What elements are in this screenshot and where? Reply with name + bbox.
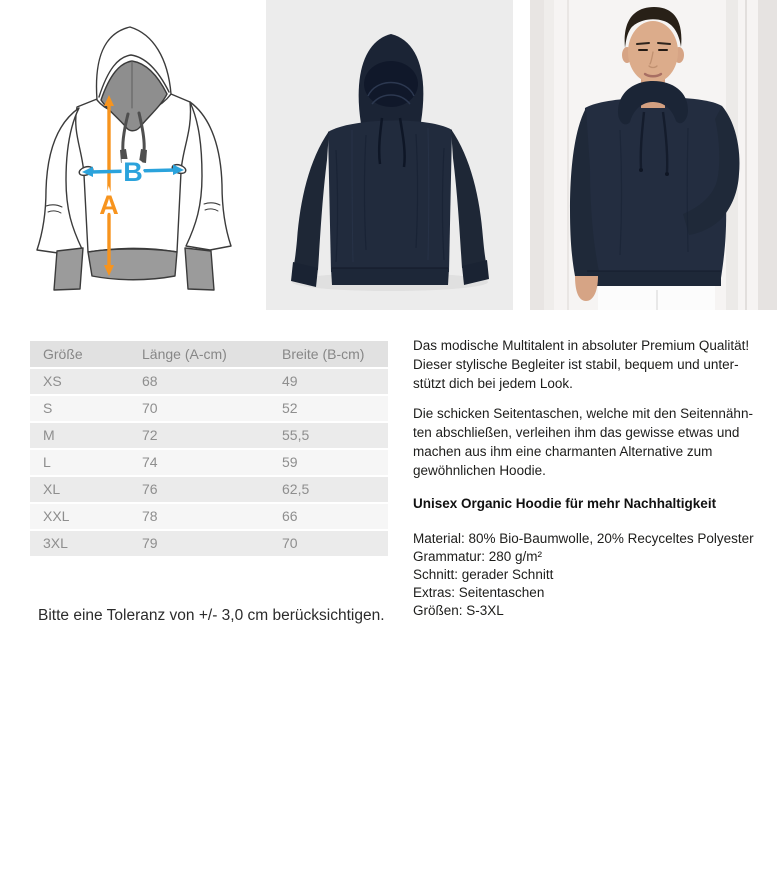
cell-size: XXL xyxy=(43,508,70,524)
text-line: gewöhnlichen Hoodie. xyxy=(413,463,546,478)
spec-list xyxy=(413,530,763,620)
size-diagram-image xyxy=(0,0,250,310)
navy-hoodie-flat-illustration xyxy=(266,0,513,310)
cell-width: 49 xyxy=(282,373,298,389)
table-row-xs xyxy=(30,369,388,394)
cell-size: L xyxy=(43,454,51,470)
cell-size: S xyxy=(43,400,53,416)
cell-length: 72 xyxy=(142,427,158,443)
hoodie-line-drawing xyxy=(0,0,250,310)
description-paragraph-2 xyxy=(413,404,763,480)
spec-grammatur: Grammatur: 280 g/m² xyxy=(413,549,543,564)
cell-length: 74 xyxy=(142,454,158,470)
col-header-size: Größe xyxy=(43,346,83,362)
spec-material: Material: 80% Bio-Baumwolle, 20% Recyceltes Polyester xyxy=(413,531,754,546)
text-line: Die schicken Seitentaschen, welche mit den Seitennähn- xyxy=(413,406,753,421)
cell-size: XS xyxy=(43,373,62,389)
cell-length: 78 xyxy=(142,508,158,524)
cell-length: 79 xyxy=(142,535,158,551)
cell-size: M xyxy=(43,427,55,443)
size-table xyxy=(30,341,388,558)
table-row-s xyxy=(30,396,388,421)
product-description xyxy=(413,336,763,620)
product-photo-flat xyxy=(266,0,513,310)
cell-width: 62,5 xyxy=(282,481,310,497)
text-line: ten abschließen, verleihen ihm das gewisse etwas und xyxy=(413,425,740,440)
cell-length: 70 xyxy=(142,400,158,416)
cell-size: 3XL xyxy=(43,535,68,551)
spec-schnitt: Schnitt: gerader Schnitt xyxy=(413,567,554,582)
sustainability-heading: Unisex Organic Hoodie für mehr Nachhaltigkeit xyxy=(413,496,717,511)
cell-width: 55,5 xyxy=(282,427,310,443)
table-row-3xl xyxy=(30,531,388,556)
text-line: stützt dich bei jedem Look. xyxy=(413,376,573,391)
text-line: Das modische Multitalent in absoluter Premium Qualität! xyxy=(413,338,750,353)
cell-length: 76 xyxy=(142,481,158,497)
col-header-width: Breite (B-cm) xyxy=(282,346,365,362)
tolerance-note: Bitte eine Toleranz von +/- 3,0 cm berücksichtigen. xyxy=(38,607,385,624)
table-row-xl xyxy=(30,477,388,502)
cell-width: 59 xyxy=(282,454,298,470)
spec-extras: Extras: Seitentaschen xyxy=(413,585,545,600)
table-row-xxl xyxy=(30,504,388,529)
cell-length: 68 xyxy=(142,373,158,389)
table-row-l xyxy=(30,450,388,475)
product-photo-model xyxy=(530,0,777,310)
text-line: Dieser stylische Begleiter ist stabil, bequem und unter- xyxy=(413,357,739,372)
cell-width: 70 xyxy=(282,535,298,551)
cell-width: 52 xyxy=(282,400,298,416)
label-b: B xyxy=(123,157,143,187)
text-line: machen aus ihm eine charmanten Alternative zum xyxy=(413,444,713,459)
table-row-m xyxy=(30,423,388,448)
description-paragraph-1 xyxy=(413,336,763,393)
col-header-length: Länge (A-cm) xyxy=(142,346,227,362)
cell-size: XL xyxy=(43,481,61,497)
label-a: A xyxy=(99,190,119,220)
spec-groessen: Größen: S-3XL xyxy=(413,603,504,618)
size-table-header xyxy=(30,341,388,367)
model-photo-illustration xyxy=(530,0,777,310)
cell-width: 66 xyxy=(282,508,298,524)
